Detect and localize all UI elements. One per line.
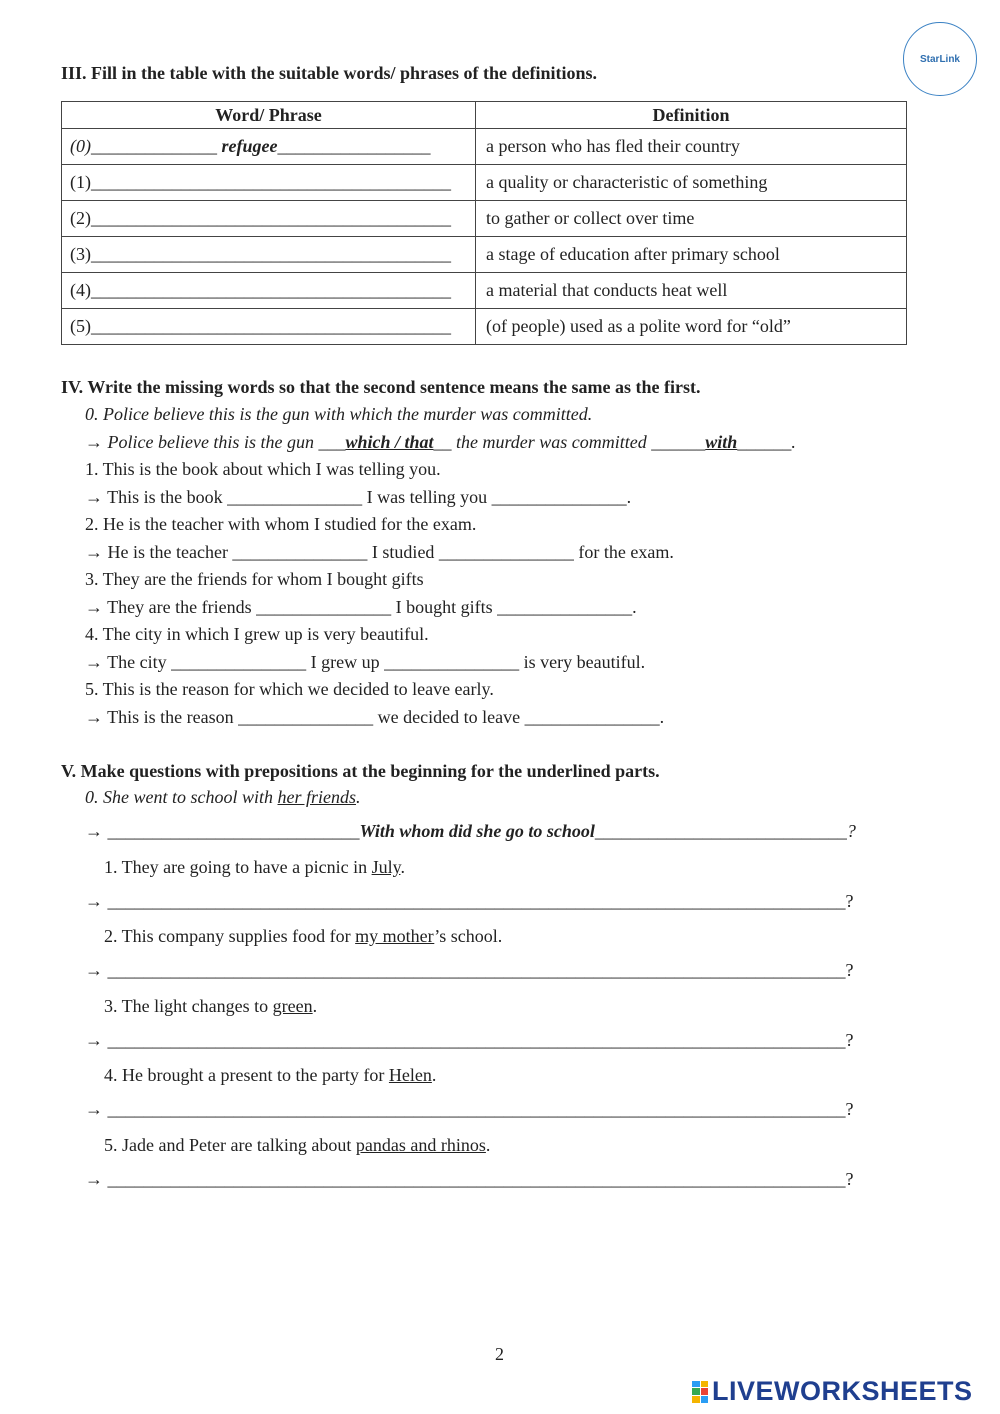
q4-2: 2. He is the teacher with whom I studied for the exam.: [85, 514, 477, 534]
word-cell[interactable]: (1)________________________________________: [62, 165, 476, 201]
q4-5-answer[interactable]: → This is the reason _______________ we decided to leave _______________.: [85, 707, 665, 727]
word-cell[interactable]: (5)________________________________________: [62, 309, 476, 345]
q5-5-answer[interactable]: → __________________________________________________________________________________?: [85, 1169, 854, 1189]
definition-cell: a stage of education after primary school: [476, 237, 907, 273]
q5-1: 1. They are going to have a picnic in July.: [104, 857, 405, 877]
word-cell[interactable]: (4)________________________________________: [62, 273, 476, 309]
example5-question: 0. She went to school with her friends.: [85, 787, 361, 807]
liveworksheets-icon: [692, 1381, 708, 1403]
word-cell[interactable]: (0)______________ refugee_________________: [62, 129, 476, 165]
q4-4: 4. The city in which I grew up is very beautiful.: [85, 624, 429, 644]
q5-2: 2. This company supplies food for my mother’s school.: [104, 926, 503, 946]
q4-1: 1. This is the book about which I was telling you.: [85, 459, 441, 479]
section5-title: V. Make questions with prepositions at the beginning for the underlined parts.: [61, 761, 660, 781]
word-cell[interactable]: (3)________________________________________: [62, 237, 476, 273]
table-header-definition: Definition: [476, 102, 907, 129]
q4-3-answer[interactable]: → They are the friends _______________ I bought gifts _______________.: [85, 597, 637, 617]
table-row: [62, 309, 907, 345]
example5-answer: → ____________________________With whom did she go to school____________________________?: [85, 821, 856, 841]
definition-cell: a material that conducts heat well: [476, 273, 907, 309]
q5-1-answer[interactable]: → __________________________________________________________________________________?: [85, 891, 854, 911]
table-row: [62, 201, 907, 237]
q5-3: 3. The light changes to green.: [104, 996, 318, 1016]
table-row: [62, 237, 907, 273]
q5-4: 4. He brought a present to the party for Helen.: [104, 1065, 437, 1085]
q4-1-answer[interactable]: → This is the book _______________ I was telling you _______________.: [85, 487, 632, 507]
section4-title: IV. Write the missing words so that the second sentence means the same as the first.: [61, 377, 701, 397]
q4-4-answer[interactable]: → The city _______________ I grew up _______________ is very beautiful.: [85, 652, 646, 672]
q5-3-answer[interactable]: → __________________________________________________________________________________?: [85, 1030, 854, 1050]
q5-4-answer[interactable]: → __________________________________________________________________________________?: [85, 1099, 854, 1119]
q4-3: 3. They are the friends for whom I bought gifts: [85, 569, 424, 589]
starlink-logo: StarLink: [903, 22, 977, 96]
definition-cell: (of people) used as a polite word for “old”: [476, 309, 907, 345]
word-table: [61, 101, 907, 345]
q5-5: 5. Jade and Peter are talking about pandas and rhinos.: [104, 1135, 491, 1155]
table-row: [62, 129, 907, 165]
page-number: 2: [495, 1344, 504, 1364]
example-question: 0. Police believe this is the gun with which the murder was committed.: [85, 404, 593, 424]
section3-title: III. Fill in the table with the suitable words/ phrases of the definitions.: [61, 63, 598, 83]
table-row: [62, 273, 907, 309]
word-cell[interactable]: (2)________________________________________: [62, 201, 476, 237]
q5-2-answer[interactable]: → __________________________________________________________________________________?: [85, 960, 854, 980]
table-header-word: Word/ Phrase: [62, 102, 476, 129]
example-answer: → Police believe this is the gun ___which / that__ the murder was committed ______with______.: [85, 432, 796, 452]
definition-cell: a quality or characteristic of something: [476, 165, 907, 201]
q4-5: 5. This is the reason for which we decided to leave early.: [85, 679, 494, 699]
liveworksheets-brand: LIVEWORKSHEETS: [692, 1376, 973, 1407]
q4-2-answer[interactable]: → He is the teacher _______________ I studied _______________ for the exam.: [85, 542, 674, 562]
definition-cell: a person who has fled their country: [476, 129, 907, 165]
table-row: [62, 165, 907, 201]
definition-cell: to gather or collect over time: [476, 201, 907, 237]
